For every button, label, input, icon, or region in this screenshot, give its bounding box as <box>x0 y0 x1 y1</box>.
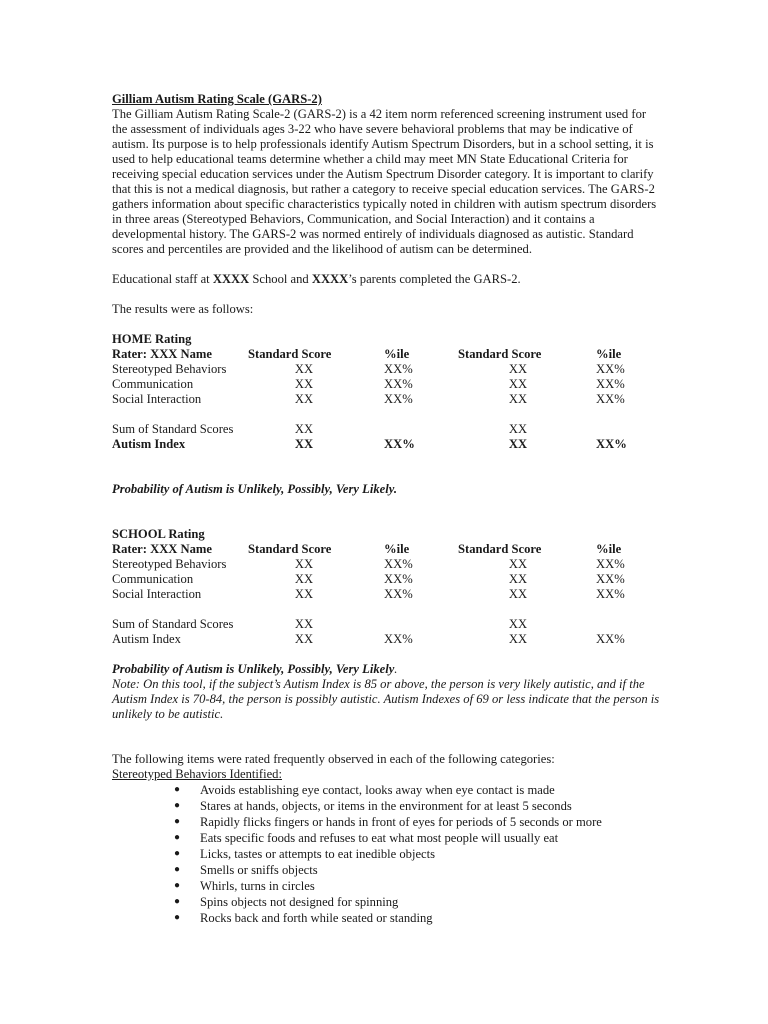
row-label: Stereotyped Behaviors <box>112 362 227 376</box>
score-cell: XX <box>294 632 314 646</box>
percentile-cell <box>578 422 660 437</box>
percentile-cell <box>360 617 458 632</box>
score-cell: XX <box>294 392 314 406</box>
score-cell: XX <box>294 572 314 586</box>
list-item <box>174 894 660 910</box>
score-cell: XX <box>508 392 528 406</box>
percentile-cell: XX% <box>596 557 625 571</box>
score-cell: XX <box>294 422 314 436</box>
row-label: Sum of Standard Scores <box>112 617 234 631</box>
percentile-cell: XX% <box>384 632 413 646</box>
table-header-row <box>112 347 660 362</box>
spacer-row <box>112 407 660 422</box>
autism-index-row <box>112 632 660 647</box>
list-item <box>174 830 660 846</box>
percentile-header: %ile <box>384 542 410 556</box>
table-row <box>112 392 660 407</box>
table-row <box>112 587 660 602</box>
percentile-cell: XX% <box>596 572 625 586</box>
percentile-cell: XX% <box>384 572 413 586</box>
list-item-text: Licks, tastes or attempts to eat inedible objects <box>200 847 436 861</box>
percentile-cell: XX% <box>384 437 415 451</box>
standard-score-header: Standard Score <box>248 347 332 361</box>
percentile-cell: XX% <box>596 587 625 601</box>
bullet-icon: ● <box>174 784 181 795</box>
rater-header: Rater: XXX Name <box>112 542 213 556</box>
score-cell: XX <box>294 617 314 631</box>
list-item-text: Rocks back and forth while seated or standing <box>200 911 433 925</box>
score-cell: XX <box>508 557 528 571</box>
autism-index-note: Note: On this tool, if the subject’s Autism Index is 85 or above, the person is very likely autistic, and if the Autism Index is 70-84, the person is possibly autistic. Autism Indexes of 69 or less indicate that the person is unlikely to be autistic. <box>112 677 660 721</box>
score-cell: XX <box>294 437 314 451</box>
row-label: Communication <box>112 572 194 586</box>
row-label: Social Interaction <box>112 392 202 406</box>
bullet-icon: ● <box>174 896 181 907</box>
list-item <box>174 782 660 798</box>
staff-line-mid: School and <box>249 272 312 286</box>
row-label: Social Interaction <box>112 587 202 601</box>
table-row <box>112 572 660 587</box>
percentile-cell: XX% <box>596 362 625 376</box>
results-line: The results were as follows: <box>112 302 254 316</box>
score-cell: XX <box>508 632 528 646</box>
stereotyped-behaviors-list <box>112 782 660 926</box>
list-item <box>174 862 660 878</box>
school-rating-table <box>112 542 660 647</box>
list-item-text: Spins objects not designed for spinning <box>200 895 399 909</box>
list-item <box>174 798 660 814</box>
bullet-icon: ● <box>174 800 181 811</box>
school-probability-line <box>112 662 660 677</box>
percentile-cell: XX% <box>384 392 413 406</box>
autism-index-row <box>112 437 660 452</box>
percentile-cell: XX% <box>384 587 413 601</box>
row-label: Sum of Standard Scores <box>112 422 234 436</box>
list-item <box>174 814 660 830</box>
home-probability: Probability of Autism is Unlikely, Possibly, Very Likely. <box>112 482 397 496</box>
list-item-text: Rapidly flicks fingers or hands in front of eyes for periods of 5 seconds or more <box>200 815 602 829</box>
score-cell: XX <box>508 572 528 586</box>
standard-score-header: Standard Score <box>248 542 332 556</box>
list-item-text: Eats specific foods and refuses to eat what most people will usually eat <box>200 831 559 845</box>
table-header-row <box>112 542 660 557</box>
list-item <box>174 878 660 894</box>
percentile-cell: XX% <box>596 377 625 391</box>
percentile-cell: XX% <box>384 377 413 391</box>
row-label: Autism Index <box>112 632 181 646</box>
document-page <box>112 92 660 926</box>
list-item-text: Whirls, turns in circles <box>200 879 315 893</box>
list-item <box>174 846 660 862</box>
staff-line-pre: Educational staff at <box>112 272 213 286</box>
score-cell: XX <box>508 377 528 391</box>
percentile-header: %ile <box>596 347 622 361</box>
row-label: Communication <box>112 377 194 391</box>
staff-line-post: ’s parents completed the GARS-2. <box>348 272 521 286</box>
home-rating-table <box>112 347 660 452</box>
row-label: Stereotyped Behaviors <box>112 557 227 571</box>
standard-score-header: Standard Score <box>458 542 542 556</box>
score-cell: XX <box>508 617 528 631</box>
bullet-icon: ● <box>174 864 181 875</box>
bullet-icon: ● <box>174 848 181 859</box>
list-item <box>174 910 660 926</box>
score-cell: XX <box>294 587 314 601</box>
list-item-text: Smells or sniffs objects <box>200 863 318 877</box>
bullet-icon: ● <box>174 832 181 843</box>
score-cell: XX <box>508 362 528 376</box>
table-row <box>112 557 660 572</box>
child-placeholder: XXXX <box>311 272 349 286</box>
standard-score-header: Standard Score <box>458 347 542 361</box>
school-placeholder: XXXX <box>212 272 250 286</box>
percentile-cell: XX% <box>384 557 413 571</box>
score-cell: XX <box>294 362 314 376</box>
table-row <box>112 377 660 392</box>
percentile-header: %ile <box>384 347 410 361</box>
table-row <box>112 362 660 377</box>
score-cell: XX <box>508 422 528 436</box>
score-cell: XX <box>294 557 314 571</box>
percentile-header: %ile <box>596 542 622 556</box>
frequent-items-intro: The following items were rated frequently observed in each of the following categories: <box>112 752 555 766</box>
stereotyped-behaviors-heading: Stereotyped Behaviors Identified: <box>112 767 282 781</box>
row-label: Autism Index <box>112 437 186 451</box>
home-rating-heading: HOME Rating <box>112 332 192 346</box>
percentile-cell: XX% <box>596 632 625 646</box>
percentile-cell: XX% <box>384 362 413 376</box>
score-cell: XX <box>508 437 528 451</box>
bullet-icon: ● <box>174 880 181 891</box>
sum-row <box>112 422 660 437</box>
percentile-cell <box>578 617 660 632</box>
intro-paragraph: The Gilliam Autism Rating Scale-2 (GARS-2) is a 42 item norm referenced screening instrument used for the assessment of individuals ages 3-22 who have severe behavioral problems that may be indicative of autism. Its purpose is to help professionals identify Autism Spectrum Disorders, but in a school setting, it is used to help educational teams determine whether a child may meet MN State Educational Criteria for receiving special education services under the Autism Spectrum Disorder category. It is important to clarify that this is not a medical diagnosis, but rather a category to receive special education services. The GARS-2 gathers information about specific characteristics typically noted in children with autism spectrum disorders in three areas (Stereotyped Behaviors, Communication, and Social Interaction) and it contains a developmental history. The GARS-2 was normed entirely of individuals diagnosed as autistic. Standard scores and percentiles are provided and the likelihood of autism can be determined. <box>112 107 657 256</box>
list-item-text: Stares at hands, objects, or items in the environment for at least 5 seconds <box>200 799 572 813</box>
document-title: Gilliam Autism Rating Scale (GARS-2) <box>112 92 322 106</box>
school-probability: Probability of Autism is Unlikely, Possibly, Very Likely <box>112 662 395 676</box>
bullet-icon: ● <box>174 912 181 923</box>
school-rating-heading: SCHOOL Rating <box>112 527 205 541</box>
score-cell: XX <box>508 587 528 601</box>
percentile-cell: XX% <box>596 437 627 451</box>
list-item-text: Avoids establishing eye contact, looks away when eye contact is made <box>200 783 555 797</box>
staff-line <box>112 272 660 287</box>
percentile-cell: XX% <box>596 392 625 406</box>
sum-row <box>112 617 660 632</box>
percentile-cell <box>360 422 458 437</box>
rater-header: Rater: XXX Name <box>112 347 213 361</box>
school-probability-period: . <box>394 662 398 676</box>
spacer-row <box>112 602 660 617</box>
score-cell: XX <box>294 377 314 391</box>
bullet-icon: ● <box>174 816 181 827</box>
